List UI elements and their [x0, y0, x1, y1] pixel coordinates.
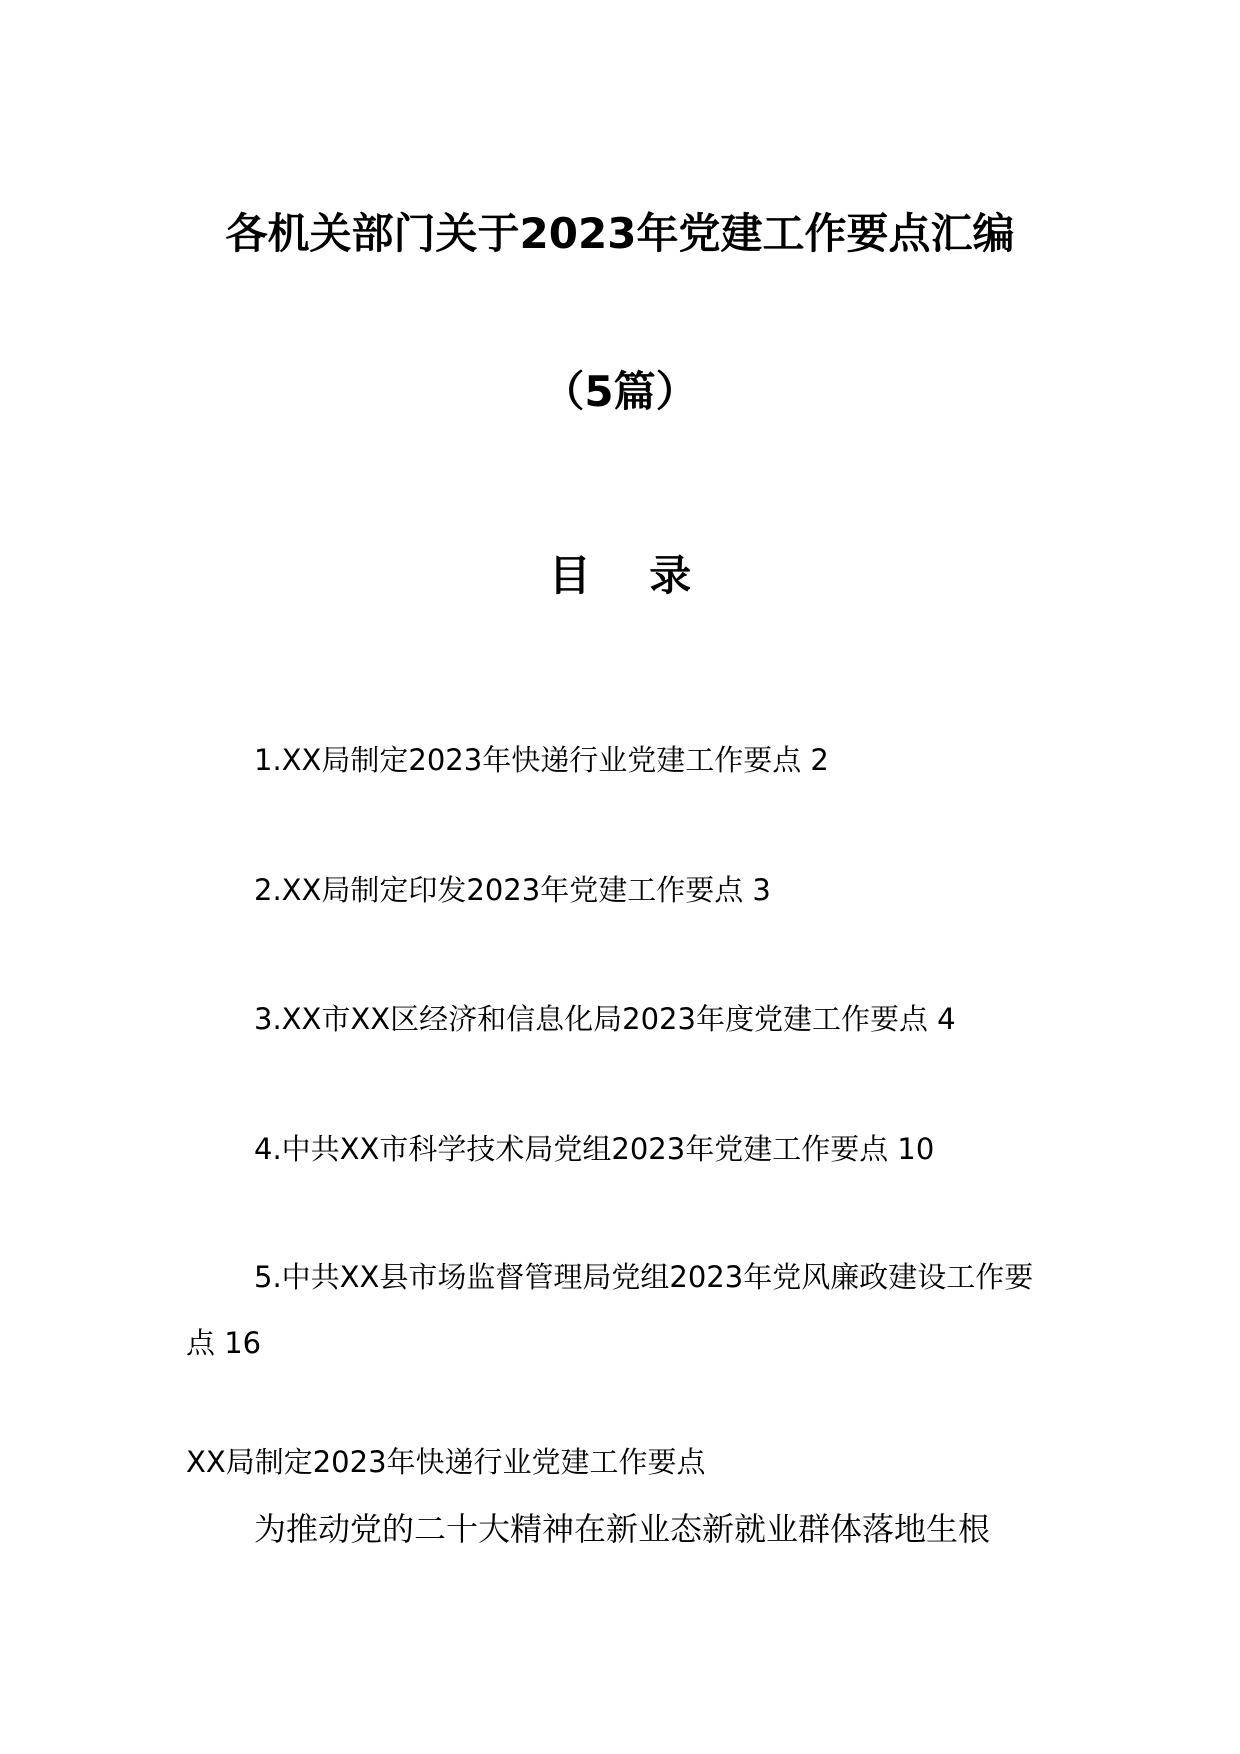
toc-item[interactable]: 5.中共XX县市场监督管理局党组2023年党风廉政建设工作要点 16 — [186, 1260, 1034, 1360]
document-title: 各机关部门关于2023年党建工作要点汇编 — [225, 209, 1015, 258]
section-title: XX局制定2023年快递行业党建工作要点 — [186, 1445, 706, 1479]
toc-item[interactable]: 2.XX局制定印发2023年党建工作要点 3 — [254, 873, 771, 907]
body-paragraph: 为推动党的二十大精神在新业态新就业群体落地生根 — [254, 1510, 991, 1548]
toc-item[interactable]: 3.XX市XX区经济和信息化局2023年度党建工作要点 4 — [254, 1002, 956, 1036]
toc-heading: 目 录 — [548, 551, 714, 600]
toc-item[interactable]: 4.中共XX市科学技术局党组2023年党建工作要点 10 — [254, 1132, 935, 1166]
toc-item[interactable]: 1.XX局制定2023年快递行业党建工作要点 2 — [254, 743, 829, 777]
document-subtitle: （5篇） — [542, 367, 698, 416]
